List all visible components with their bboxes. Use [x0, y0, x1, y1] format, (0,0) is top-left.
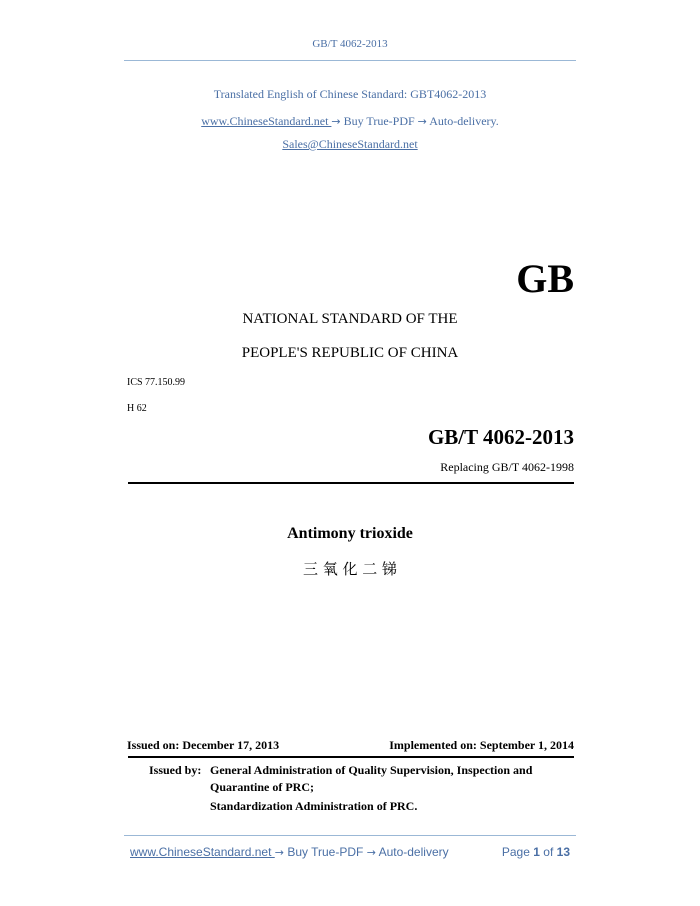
- email-link[interactable]: Sales@ChineseStandard.net: [282, 137, 418, 151]
- issuer-line1: General Administration of Quality Supervision, Inspection and: [210, 763, 533, 777]
- footer-purchase-line: [130, 845, 449, 859]
- footer-rule: [124, 835, 576, 836]
- issuer-line2: Quarantine of PRC;: [210, 780, 314, 794]
- document-title-cn: 三 氧 化 二 锑: [302, 560, 398, 578]
- site-link[interactable]: www.ChineseStandard.net: [201, 114, 332, 128]
- page-current: 1: [533, 845, 540, 859]
- document-title-en: Antimony trioxide: [287, 525, 413, 542]
- replacing-note: Replacing GB/T 4062-1998: [440, 460, 574, 474]
- issued-by-label: Issued by:: [149, 763, 202, 777]
- purchase-line: [0, 114, 700, 129]
- arrow-right-icon: →: [331, 115, 341, 128]
- arrow-right-icon: →: [417, 115, 427, 128]
- standard-number: GB/T 4062-2013: [427, 425, 574, 449]
- arrow-right-icon: →: [274, 846, 284, 859]
- footer-auto-delivery-text: Auto-delivery: [378, 845, 449, 859]
- page-label: Page: [501, 845, 530, 859]
- footer-site-link[interactable]: www.ChineseStandard.net: [130, 845, 275, 859]
- footer-buy-true-pdf-text: Buy True-PDF: [287, 845, 364, 859]
- ccs-code: H 62: [127, 403, 147, 414]
- auto-delivery-text: Auto-delivery.: [429, 114, 499, 128]
- issuer-line3: Standardization Administration of PRC.: [210, 799, 418, 813]
- page-indicator: [502, 845, 570, 859]
- buy-true-pdf-text: Buy True-PDF: [343, 114, 415, 128]
- ics-code: ICS 77.150.99: [127, 377, 186, 388]
- gb-mark: GB: [516, 256, 574, 301]
- header-rule: [124, 60, 576, 61]
- national-standard-line2: PEOPLE'S REPUBLIC OF CHINA: [241, 345, 459, 361]
- page-total: 13: [556, 845, 570, 859]
- running-header-title: GB/T 4062-2013: [312, 38, 388, 50]
- translated-notice: Translated English of Chinese Standard: GBT4062-2013: [213, 87, 487, 101]
- arrow-right-icon: →: [366, 846, 376, 859]
- implemented-on-date: Implemented on: September 1, 2014: [389, 738, 574, 752]
- issued-on-date: Issued on: December 17, 2013: [127, 738, 280, 752]
- title-rule: [128, 482, 574, 484]
- dates-rule: [128, 756, 574, 758]
- page-of: of: [543, 845, 554, 859]
- national-standard-line1: NATIONAL STANDARD OF THE: [242, 311, 458, 327]
